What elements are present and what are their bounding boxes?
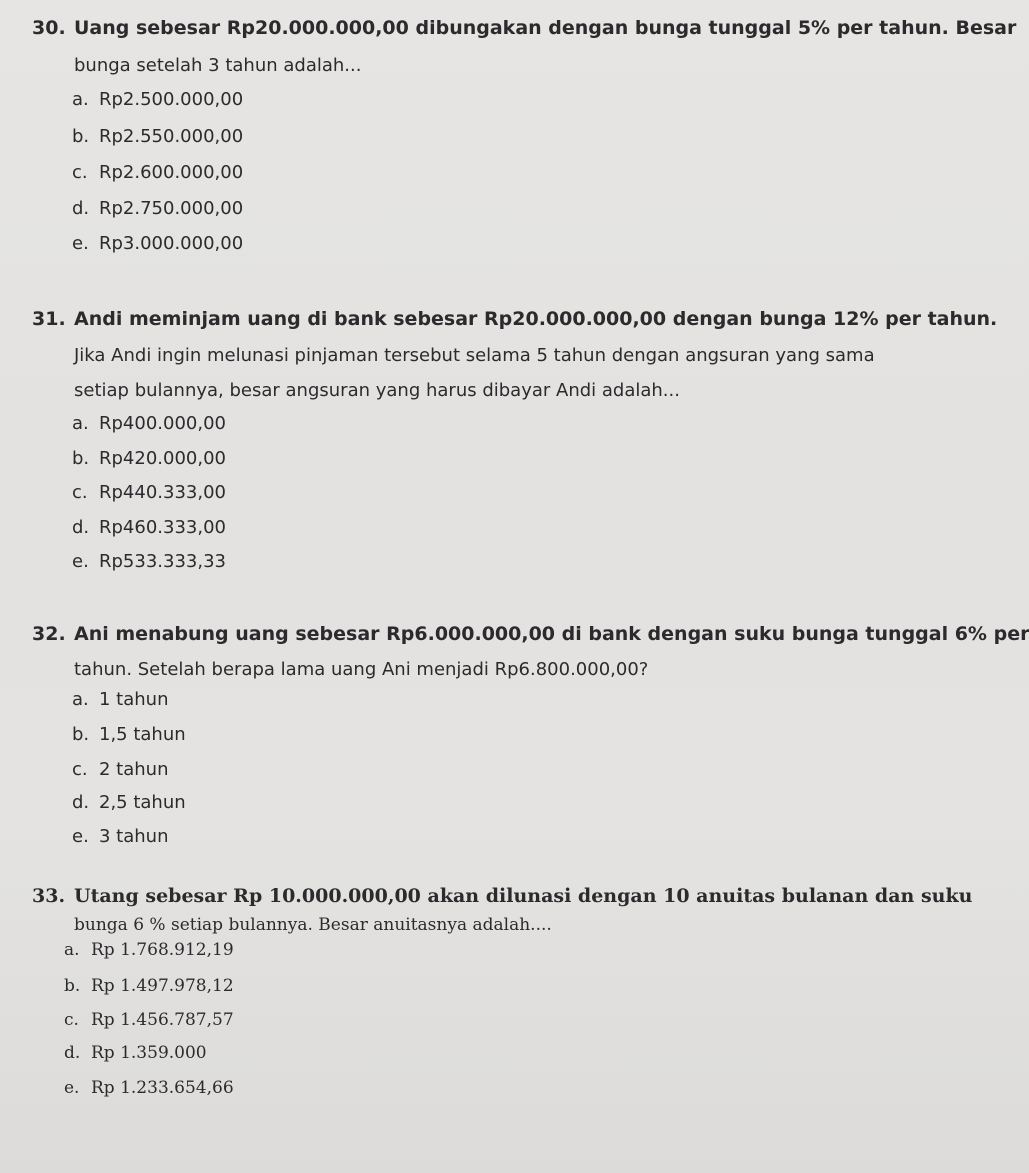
option-letter: b. bbox=[64, 976, 81, 996]
answer-option-c[interactable] bbox=[64, 1010, 234, 1030]
answer-option-c[interactable] bbox=[72, 759, 169, 780]
question-text-line: bunga setelah 3 tahun adalah... bbox=[74, 55, 362, 76]
question-text-line: bunga 6 % setiap bulannya. Besar anuitasnya adalah.... bbox=[74, 915, 552, 935]
answer-option-d[interactable] bbox=[72, 792, 186, 813]
question-text-line: Uang sebesar Rp20.000.000,00 dibungakan dengan bunga tunggal 5% per tahun. Besar bbox=[74, 17, 1017, 39]
option-text: 1,5 tahun bbox=[99, 724, 186, 745]
question-text-line: Utang sebesar Rp 10.000.000,00 akan dilunasi dengan 10 anuitas bulanan dan suku bbox=[74, 885, 973, 907]
option-text: 1 tahun bbox=[99, 689, 169, 710]
option-text: Rp2.750.000,00 bbox=[99, 198, 244, 219]
question-number: 32. bbox=[32, 623, 66, 645]
answer-option-c[interactable] bbox=[72, 162, 243, 183]
option-text: Rp440.333,00 bbox=[99, 482, 226, 503]
option-letter: e. bbox=[72, 551, 89, 572]
option-letter: b. bbox=[72, 724, 90, 745]
option-letter: c. bbox=[72, 482, 88, 503]
option-letter: b. bbox=[72, 126, 90, 147]
option-letter: d. bbox=[72, 517, 90, 538]
option-text: Rp2.550.000,00 bbox=[99, 126, 244, 147]
option-text: 3 tahun bbox=[99, 826, 169, 847]
answer-option-e[interactable] bbox=[72, 826, 169, 847]
question-text-line: Andi meminjam uang di bank sebesar Rp20.000.000,00 dengan bunga 12% per tahun. bbox=[74, 308, 998, 330]
answer-option-b[interactable] bbox=[64, 976, 234, 996]
option-letter: a. bbox=[72, 689, 89, 710]
question-text-line: tahun. Setelah berapa lama uang Ani menjadi Rp6.800.000,00? bbox=[74, 659, 649, 680]
option-letter: d. bbox=[72, 792, 90, 813]
option-letter: b. bbox=[72, 448, 90, 469]
option-letter: a. bbox=[64, 940, 80, 960]
answer-option-d[interactable] bbox=[72, 198, 243, 219]
question-text-line: Jika Andi ingin melunasi pinjaman tersebut selama 5 tahun dengan angsuran yang sama bbox=[74, 345, 875, 366]
answer-option-e[interactable] bbox=[72, 551, 226, 572]
option-text: Rp2.600.000,00 bbox=[99, 162, 244, 183]
answer-option-a[interactable] bbox=[72, 89, 243, 110]
option-text: Rp 1.768.912,19 bbox=[91, 940, 234, 960]
option-text: 2,5 tahun bbox=[99, 792, 186, 813]
option-letter: d. bbox=[72, 198, 90, 219]
question-number: 31. bbox=[32, 308, 66, 330]
option-text: Rp 1.456.787,57 bbox=[91, 1010, 234, 1030]
question-text-line: setiap bulannya, besar angsuran yang harus dibayar Andi adalah... bbox=[74, 380, 680, 401]
option-text: Rp 1.497.978,12 bbox=[91, 976, 234, 996]
answer-option-a[interactable] bbox=[64, 940, 234, 960]
option-letter: e. bbox=[72, 826, 89, 847]
answer-option-a[interactable] bbox=[72, 689, 169, 710]
option-letter: e. bbox=[72, 233, 89, 254]
option-text: Rp400.000,00 bbox=[99, 413, 226, 434]
answer-option-d[interactable] bbox=[64, 1043, 207, 1063]
option-letter: a. bbox=[72, 413, 89, 434]
answer-option-b[interactable] bbox=[72, 126, 243, 147]
option-text: Rp 1.233.654,66 bbox=[91, 1078, 234, 1098]
option-text: Rp533.333,33 bbox=[99, 551, 226, 572]
option-letter: c. bbox=[72, 162, 88, 183]
option-letter: a. bbox=[72, 89, 89, 110]
answer-option-b[interactable] bbox=[72, 724, 186, 745]
question-number: 30. bbox=[32, 17, 66, 39]
option-text: 2 tahun bbox=[99, 759, 169, 780]
option-letter: d. bbox=[64, 1043, 81, 1063]
option-text: Rp460.333,00 bbox=[99, 517, 226, 538]
option-text: Rp 1.359.000 bbox=[91, 1043, 207, 1063]
question-number: 33. bbox=[32, 885, 66, 907]
option-text: Rp420.000,00 bbox=[99, 448, 226, 469]
answer-option-e[interactable] bbox=[64, 1078, 234, 1098]
answer-option-c[interactable] bbox=[72, 482, 226, 503]
answer-option-b[interactable] bbox=[72, 448, 226, 469]
option-letter: c. bbox=[72, 759, 88, 780]
answer-option-a[interactable] bbox=[72, 413, 226, 434]
option-text: Rp2.500.000,00 bbox=[99, 89, 244, 110]
answer-option-d[interactable] bbox=[72, 517, 226, 538]
answer-option-e[interactable] bbox=[72, 233, 243, 254]
option-text: Rp3.000.000,00 bbox=[99, 233, 244, 254]
option-letter: c. bbox=[64, 1010, 79, 1030]
option-letter: e. bbox=[64, 1078, 80, 1098]
question-text-line: Ani menabung uang sebesar Rp6.000.000,00 di bank dengan suku bunga tunggal 6% per bbox=[74, 623, 1029, 645]
